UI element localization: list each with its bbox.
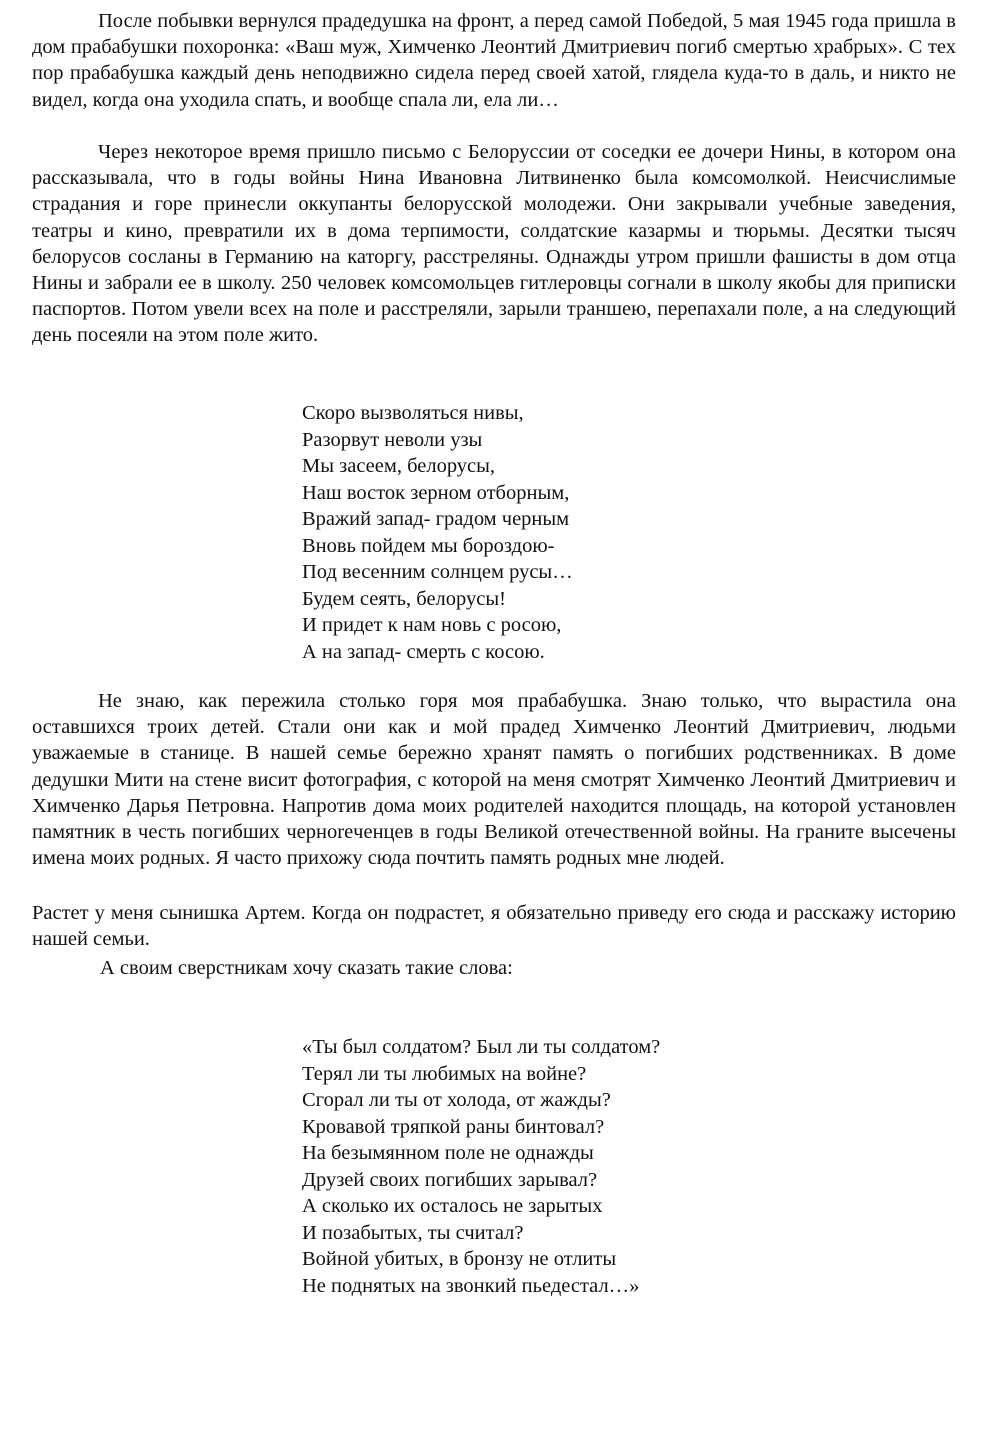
poem-line: Наш восток зерном отборным,	[302, 481, 570, 504]
poem-line: Вновь пойдем мы бороздою-	[302, 534, 555, 557]
poem-line: А сколько их осталось не зарытых	[302, 1195, 603, 1217]
poem-line: Кровавой тряпкой раны бинтовал?	[302, 1115, 605, 1138]
poem-line: Под весенним солнцем русы…	[302, 561, 573, 583]
poem-line: Сгорал ли ты от холода, от жажды?	[302, 1089, 611, 1111]
poem-line: Скоро вызволяться нивы,	[302, 402, 524, 424]
poem-line: Будем сеять, белорусы!	[302, 587, 506, 610]
poem-line: Не поднятых на звонкий пьедестал…»	[302, 1274, 640, 1297]
poem-line: «Ты был солдатом? Был ли ты солдатом?	[302, 1036, 661, 1058]
poem-line: Терял ли ты любимых на войне?	[302, 1062, 587, 1085]
poem-line: Разорвут неволи узы	[302, 428, 483, 451]
paragraph-son-artem: Растет у меня сынишка Артем. Когда он подрастет, я обязательно приведу его сюда и расскажу историю нашей семьи.	[32, 902, 956, 951]
paragraph-family-memory: Не знаю, как пережила столько горя моя прабабушка. Знаю только, что вырастила она оставшихся троих детей. Стали они как и мой прадед Химченко Леонтий Дмитриевич, людьми уважаемые в станице. В нашей семье бережно хранят память о погибших родственниках. В доме дедушки Мити на стене висит фотография, с которой на меня смотрят Химченко Леонтий Дмитриевич и Химченко Дарья Петровна. Напротив дома моих родителей находится площадь, на которой установлен памятник в честь погибших черноreченцев в годы Великой отечественной войны. На граните высечены имена моих родных. Я часто прихожу сюда почтить память родных мне людей.	[32, 690, 956, 870]
poem-line: На безымянном поле не однажды	[302, 1142, 594, 1164]
poem-line: Мы засеем, белорусы,	[302, 455, 496, 477]
paragraph-belarus-letter: Через некоторое время пришло письмо с Белоруссии от соседки ее дочери Нины, в котором она рассказывала, что в годы войны Нина Ивановна Литвиненко была комсомолкой. Неисчислимые страдания и горе принесли оккупанты белорусской молодежи. Они закрывали учебные заведения, театры и кино, превратили их в дома терпимости, солдатские казармы и тюрьмы. Десятки тысяч белорусов сосланы в Германию на каторгу, расстреляны. Однажды утром пришли фашисты в дом отца Нины и забрали ее в школу. 250 человек комсомольцев гитлеровцы согнали в школу якобы для приписки паспортов. Потом увели всех на поле и расстреляли, зарыли траншею, перепахали поле, а на следующий день посеяли на этом поле жито.	[32, 141, 956, 347]
poem-line: Вражий запад- градом черным	[302, 508, 570, 530]
poem-line: А на запад- смерть с косою.	[302, 640, 545, 663]
poem-belarusian	[302, 400, 573, 665]
paragraph-funeral-notice: После побывки вернулся прадедушка на фронт, а перед самой Победой, 5 мая 1945 года пришла в дом прабабушки похоронка: «Ваш муж, Химченко Леонтий Дмитриевич погиб смертью храбрых». С тех пор прабабушка каждый день неподвижно сидела перед своей хатой, глядела куда-то в даль, и никто не видел, когда она уходила спать, и вообще спала ли, ела ли…	[32, 10, 956, 111]
poem-soldier	[302, 1034, 660, 1299]
poem-line: И придет к нам новь с росою,	[302, 614, 562, 636]
poem-line: Друзей своих погибших зарывал?	[302, 1168, 598, 1191]
poem-line: Войной убитых, в бронзу не отлиты	[302, 1248, 617, 1270]
poem-line: И позабытых, ты считал?	[302, 1221, 524, 1244]
paragraph-address-peers: А своим сверстникам хочу сказать такие слова:	[100, 957, 513, 979]
